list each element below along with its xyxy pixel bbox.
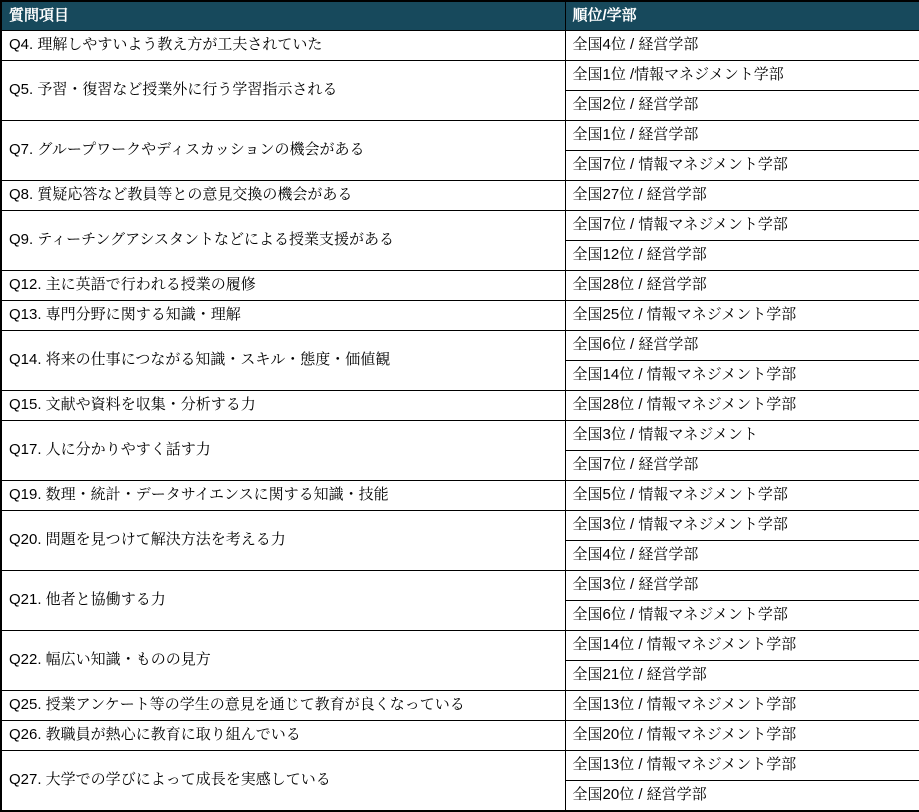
question-cell: Q7. グループワークやディスカッションの機会がある [1,120,565,180]
rank-cell: 全国4位 / 経営学部 [565,540,919,570]
question-cell: Q4. 理解しやすいよう教え方が工夫されていた [1,31,565,61]
rank-cell: 全国7位 / 情報マネジメント学部 [565,210,919,240]
rank-cell: 全国7位 / 情報マネジメント学部 [565,150,919,180]
rank-cell: 全国3位 / 情報マネジメント学部 [565,510,919,540]
table-row [1,60,919,90]
table-row [1,510,919,540]
rank-cell: 全国28位 / 経営学部 [565,270,919,300]
rank-cell: 全国25位 / 情報マネジメント学部 [565,300,919,330]
question-cell: Q13. 専門分野に関する知識・理解 [1,300,565,330]
question-cell: Q14. 将来の仕事につながる知識・スキル・態度・価値観 [1,330,565,390]
question-cell: Q20. 問題を見つけて解決方法を考える力 [1,510,565,570]
table-row [1,750,919,780]
question-cell: Q19. 数理・統計・データサイエンスに関する知識・技能 [1,480,565,510]
question-cell: Q17. 人に分かりやすく話す力 [1,420,565,480]
table-row [1,31,919,61]
rank-cell: 全国13位 / 情報マネジメント学部 [565,690,919,720]
rank-cell: 全国5位 / 情報マネジメント学部 [565,480,919,510]
table-row [1,270,919,300]
rank-cell: 全国13位 / 情報マネジメント学部 [565,750,919,780]
rank-cell: 全国21位 / 経営学部 [565,660,919,690]
rank-cell: 全国6位 / 経営学部 [565,330,919,360]
table-row [1,390,919,420]
question-cell: Q9. ティーチングアシスタントなどによる授業支援がある [1,210,565,270]
header-rank: 順位/学部 [565,1,919,31]
question-cell: Q15. 文献や資料を収集・分析する力 [1,390,565,420]
table-body [1,31,919,812]
header-question: 質問項目 [1,1,565,31]
table-row [1,210,919,240]
rank-cell: 全国3位 / 経営学部 [565,570,919,600]
table-row [1,630,919,660]
rank-cell: 全国14位 / 情報マネジメント学部 [565,630,919,660]
question-cell: Q22. 幅広い知識・ものの見方 [1,630,565,690]
rank-cell: 全国1位 /情報マネジメント学部 [565,60,919,90]
rank-cell: 全国1位 / 経営学部 [565,120,919,150]
question-cell: Q12. 主に英語で行われる授業の履修 [1,270,565,300]
table-row [1,480,919,510]
rank-cell: 全国2位 / 経営学部 [565,90,919,120]
question-cell: Q27. 大学での学びによって成長を実感している [1,750,565,811]
rank-cell: 全国14位 / 情報マネジメント学部 [565,360,919,390]
rank-cell: 全国7位 / 経営学部 [565,450,919,480]
rank-cell: 全国6位 / 情報マネジメント学部 [565,600,919,630]
table-row [1,330,919,360]
question-cell: Q5. 予習・復習など授業外に行う学習指示される [1,60,565,120]
rank-cell: 全国20位 / 情報マネジメント学部 [565,720,919,750]
table-row [1,300,919,330]
rank-cell: 全国27位 / 経営学部 [565,180,919,210]
table-row [1,180,919,210]
rank-cell: 全国4位 / 経営学部 [565,31,919,61]
question-cell: Q25. 授業アンケート等の学生の意見を通じて教育が良くなっている [1,690,565,720]
question-cell: Q26. 教職員が熱心に教育に取り組んでいる [1,720,565,750]
question-cell: Q21. 他者と協働する力 [1,570,565,630]
table-row [1,720,919,750]
table-header [1,1,919,31]
rank-cell: 全国20位 / 経営学部 [565,780,919,811]
rank-cell: 全国28位 / 情報マネジメント学部 [565,390,919,420]
question-cell: Q8. 質疑応答など教員等との意見交換の機会がある [1,180,565,210]
rank-cell: 全国3位 / 情報マネジメント [565,420,919,450]
rank-cell: 全国12位 / 経営学部 [565,240,919,270]
table-row [1,120,919,150]
table-row [1,570,919,600]
table-row [1,420,919,450]
table-row [1,690,919,720]
header-row [1,1,919,31]
